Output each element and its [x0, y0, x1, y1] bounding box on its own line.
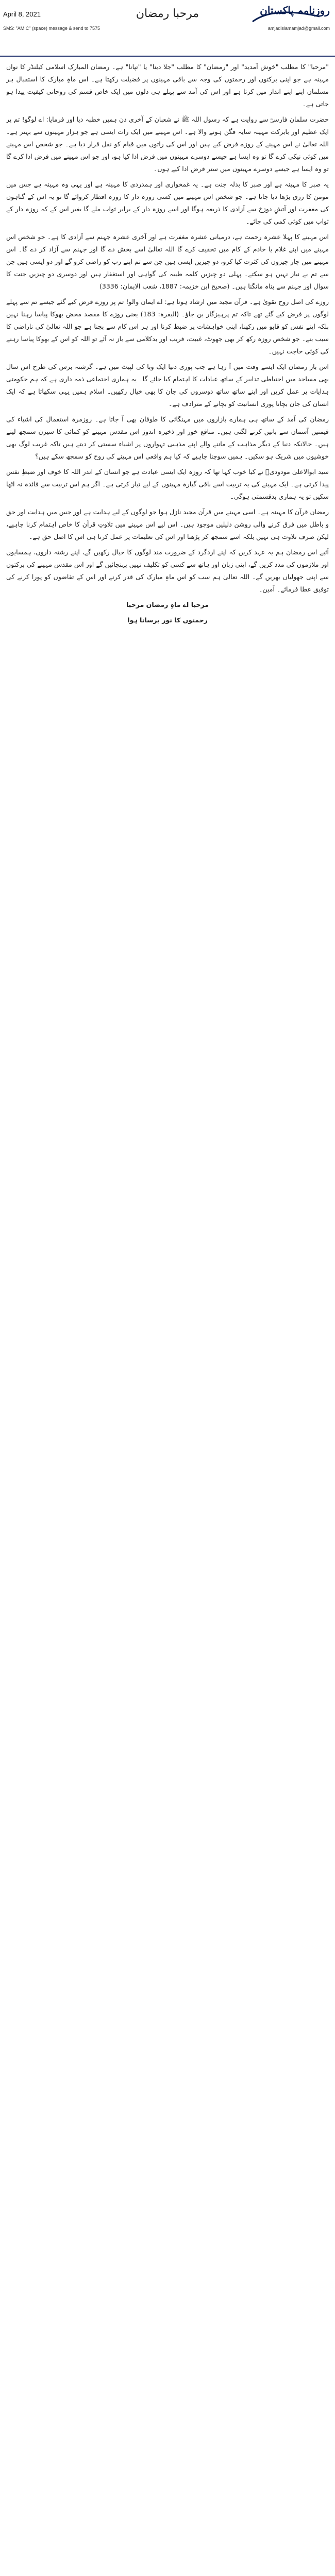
paragraph: سید ابوالاعلیٰ مودودیؒ نے کیا خوب کہا تھا کہ روزہ ایک ایسی عبادت ہے جو انسان کے اندر اللہ کا خوف اور ضبطِ نفس پیدا کرتی ہے۔ ایک مہینے کی یہ تربیت اسے باقی گیارہ مہینوں کے لیے تیار کرتی ہے۔ اگر ہم اس تربیت سے فائدہ نہ اٹھا سکیں تو یہ ہماری بدقسمتی ہوگی۔ [6, 468, 329, 500]
paragraph: اس مہینے کا پہلا عشرہ رحمت ہے، درمیانی عشرہ مغفرت ہے اور آخری عشرہ جہنم سے آزادی کا ہے۔ جو شخص اس مہینے میں اپنے غلام یا خادم کے کام میں تخفیف کرے گا اللہ تعالیٰ اسے بخش دے گا اور جہنم سے آزاد کر دے گا۔ اس مہینے میں چار چیزوں کی کثرت کیا کرو، دو چیزیں ایسی ہیں جن سے تم اپنے رب کو راضی کرو گے اور دو ایسی ہیں جن سے تم بے نیاز نہیں ہو سکتے۔ پہلی دو چیزیں کلمہ طیبہ کی گواہی اور استغفار ہیں اور دوسری دو چیزیں جنت کا سوال اور جہنم سے پناہ مانگنا ہیں۔ (صحیح ابن خزیمہ: 1887، شعب الایمان: 3336) [6, 233, 329, 290]
verse-line: مرحبا اے ماہِ رمضان مرحبا [126, 601, 209, 608]
paragraph: حضرت سلمان فارسیؓ سے روایت ہے کہ رسول اللہ ﷺ نے شعبان کے آخری دن ہمیں خطبہ دیا اور فرمایا: اے لوگو! تم پر ایک عظیم اور بابرکت مہینہ سایہ فگن ہونے والا ہے۔ اس مہینے میں ایک رات ایسی ہے جو ہزار مہینوں سے بہتر ہے۔ اللہ تعالیٰ نے اس مہینے کے روزے فرض کیے ہیں اور اس کی راتوں میں قیام کو نفل قرار دیا ہے۔ جو شخص اس مہینے میں کوئی نیکی کرے گا تو وہ ایسا ہے جیسے دوسرے مہینوں میں فرض ادا کیا ہو، اور جو اس مہینے میں فرض ادا کرے گا تو وہ ایسا ہے جیسے دوسرے مہینوں میں ستر فرض ادا کیے ہوں۔ [6, 115, 329, 173]
author-email: amjadislamamjad@gmail.com [267, 26, 330, 31]
publication-date: April 8, 2021 [3, 10, 41, 18]
verse-line: رحمتوں کا نور برساتا ہوا [127, 616, 208, 624]
newspaper-name: روزنامہ پاکستان [260, 4, 330, 16]
paragraph: یہ صبر کا مہینہ ہے اور صبر کا بدلہ جنت ہے۔ یہ غمخواری اور ہمدردی کا مہینہ ہے اور یہی وہ مہینہ ہے جس میں مومن کا رزق بڑھا دیا جاتا ہے۔ جو شخص اس مہینے میں کسی روزہ دار کا روزہ افطار کروائے گا تو یہ اس کے گناہوں کی مغفرت اور آتشِ دوزخ سے آزادی کا ذریعہ ہوگا اور اسے روزہ دار کے برابر ثواب ملے گا بغیر اس کے کہ روزہ دار کے ثواب میں کوئی کمی کی جائے۔ [6, 180, 329, 225]
article-title: مرحبا رمضان [136, 7, 199, 20]
paragraph: روزے کی اصل روح تقویٰ ہے۔ قرآن مجید میں ارشاد ہوتا ہے: اے ایمان والو! تم پر روزے فرض کیے گئے جیسے تم سے پہلے لوگوں پر فرض کیے گئے تھے تاکہ تم پرہیزگار بن جاؤ۔ (البقرہ: 183) یعنی روزے کا مقصد محض بھوکا پیاسا رہنا نہیں بلکہ اپنے نفس کو قابو میں رکھنا، اپنی خواہشات پر ضبط کرنا اور ہر اس کام سے بچنا ہے جو اللہ تعالیٰ کی ناراضی کا سبب بنے۔ جو شخص روزہ رکھ کر بھی جھوٹ، غیبت، فریب اور بدکلامی سے باز نہ آئے تو اللہ کو اس کے بھوکا پیاسا رہنے کی کوئی حاجت نہیں۔ [6, 298, 329, 355]
paragraph: آئیے اس رمضان ہم یہ عہد کریں کہ اپنے اردگرد کے ضرورت مند لوگوں کا خیال رکھیں گے، اپنے رشتہ داروں، ہمسایوں اور ملازموں کی مدد کریں گے، اپنی زبان اور ہاتھ سے کسی کو تکلیف نہیں پہنچائیں گے اور اس مقدس مہینے کی برکتوں سے اپنی جھولیاں بھریں گے۔ اللہ تعالیٰ ہم سب کو اس ماہِ مبارک کی قدر کرنے اور اس کے تقاضوں کو پورا کرنے کی توفیق عطا فرمائے۔ آمین۔ [6, 548, 329, 593]
article-body [6, 61, 329, 2576]
paragraph: رمضان قرآن کا مہینہ ہے۔ اسی مہینے میں قرآن مجید نازل ہوا جو لوگوں کے لیے ہدایت ہے اور جس میں ہدایت اور حق و باطل میں فرق کرنے والی روشن دلیلیں موجود ہیں۔ اس لیے اس مہینے میں تلاوتِ قرآن کا خاص اہتمام کرنا چاہیے، لیکن صرف تلاوت ہی نہیں بلکہ اسے سمجھ کر پڑھنا اور اس کی تعلیمات پر عمل کرنا ہی اس کا اصل حق ہے۔ [6, 508, 329, 540]
page-header [0, 0, 335, 59]
paragraph: رمضان کی آمد کے ساتھ ہی ہمارے بازاروں میں مہنگائی کا طوفان بھی آ جاتا ہے۔ روزمرہ استعمال کی اشیاء کی قیمتیں آسمان سے باتیں کرنے لگتی ہیں۔ منافع خور اور ذخیرہ اندوز اس مقدس مہینے کو کمائی کا سیزن سمجھ لیتے ہیں۔ حالانکہ دنیا کے دیگر مذاہب کے ماننے والے اپنے مذہبی تہواروں پر اشیاء سستی کر دیتے ہیں تاکہ غریب لوگ بھی خوشیوں میں شریک ہو سکیں۔ ہمیں سوچنا چاہیے کہ کیا ہم واقعی اس مہینے کی روح کو سمجھ سکے ہیں؟ [6, 415, 329, 460]
header-divider [0, 56, 335, 57]
paragraph: اس بار رمضان ایک ایسے وقت میں آ رہا ہے جب پوری دنیا ایک وبا کی لپیٹ میں ہے۔ گزشتہ برس کی طرح اس سال بھی مساجد میں احتیاطی تدابیر کے ساتھ عبادات کا اہتمام کیا جائے گا۔ یہ ہماری اجتماعی ذمہ داری ہے کہ ہم حکومتی ہدایات پر عمل کریں اور اپنے ساتھ ساتھ دوسروں کی جان کا بھی خیال رکھیں۔ اسلام ہمیں یہی سکھاتا ہے کہ ایک انسان کی جان بچانا پوری انسانیت کو بچانے کے مترادف ہے۔ [6, 363, 329, 408]
sms-contact: SMS: "AMIC" (space) message & send to 7575 [3, 26, 100, 31]
paragraph: "مرحبا" کا مطلب "خوش آمدید" اور "رمضان" کا مطلب "جلا دینا" یا "تپانا" ہے۔ رمضان المبارک اسلامی کیلنڈر کا نواں مہینہ ہے جو اپنی برکتوں اور رحمتوں کی وجہ سے باقی مہینوں پر فضیلت رکھتا ہے۔ اس ماہِ مبارک کا استقبال ہر مسلمان اپنے اپنے انداز میں کرتا ہے اور اس کی آمد سے پہلے ہی دلوں میں ایک خاص قسم کی روحانی کیفیت پیدا ہو جاتی ہے۔ [6, 63, 329, 108]
